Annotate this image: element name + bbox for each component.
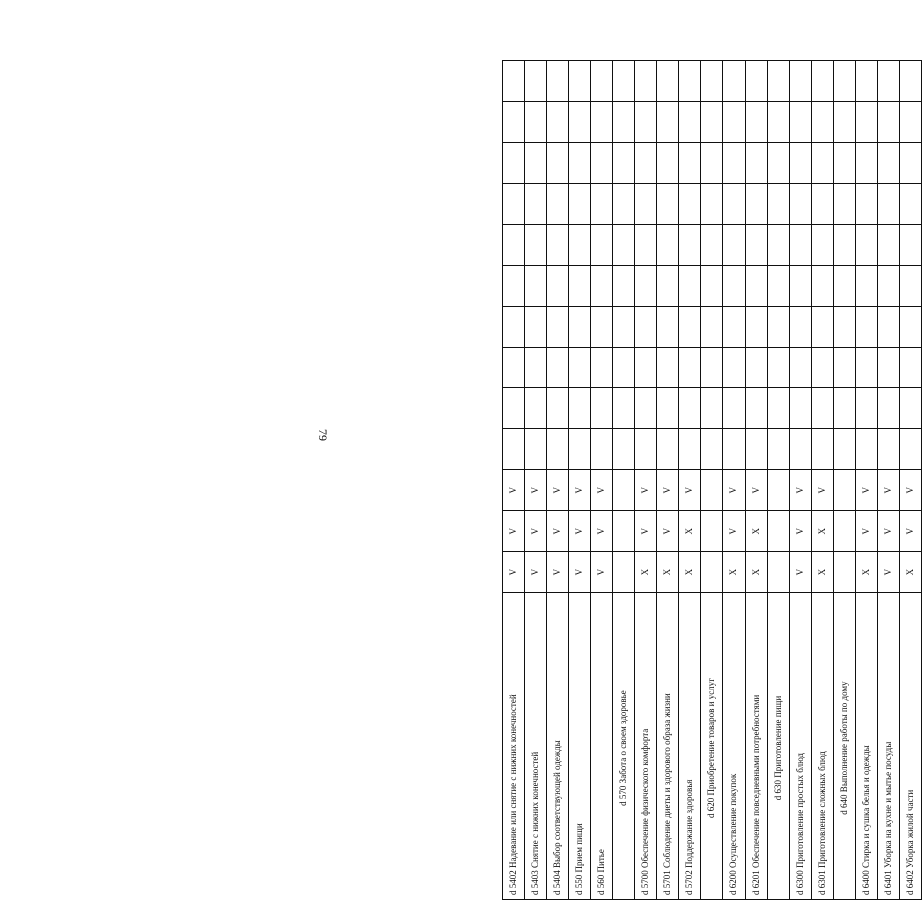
empty-cell (679, 142, 701, 183)
empty-cell (591, 429, 613, 470)
empty-cell (569, 347, 591, 388)
section-header-row (613, 61, 635, 900)
mark-cell: V (877, 511, 899, 552)
empty-cell (855, 102, 877, 143)
mark-cell: V (525, 470, 547, 511)
row-label: d 6402 Уборка жилой части (899, 593, 921, 900)
empty-cell (789, 306, 811, 347)
empty-cell (569, 224, 591, 265)
empty-cell (525, 306, 547, 347)
mark-cell: X (899, 552, 921, 593)
row-label: d 5701 Соблюдение диеты и здорового образа жизни (657, 593, 679, 900)
empty-cell (569, 102, 591, 143)
empty-cell (745, 102, 767, 143)
empty-cell (525, 388, 547, 429)
mark-cell: X (745, 552, 767, 593)
empty-cell (635, 102, 657, 143)
mark-cell: V (657, 470, 679, 511)
empty-cell (899, 388, 921, 429)
mark-cell: V (569, 470, 591, 511)
empty-cell (525, 265, 547, 306)
empty-cell (877, 429, 899, 470)
empty-cell (723, 429, 745, 470)
empty-cell (855, 183, 877, 224)
empty-cell (899, 224, 921, 265)
empty-cell (767, 142, 789, 183)
empty-cell (591, 102, 613, 143)
table-row (855, 61, 877, 900)
empty-cell (899, 265, 921, 306)
empty-cell (701, 347, 723, 388)
empty-cell (635, 347, 657, 388)
table-row (525, 61, 547, 900)
empty-cell (789, 429, 811, 470)
empty-cell (899, 183, 921, 224)
section-label: d 570 Забота о своем здоровье (613, 593, 635, 900)
empty-cell (701, 306, 723, 347)
empty-cell (833, 388, 855, 429)
mark-cell: V (503, 511, 525, 552)
section-header-row (833, 61, 855, 900)
empty-cell (877, 61, 899, 102)
empty-cell (745, 142, 767, 183)
mark-cell (701, 552, 723, 593)
empty-cell (877, 388, 899, 429)
table-row (899, 61, 921, 900)
empty-cell (855, 306, 877, 347)
table-row (547, 61, 569, 900)
row-label: d 6201 Обеспечение повседневными потребностями (745, 593, 767, 900)
table-body (503, 61, 922, 900)
empty-cell (635, 183, 657, 224)
table-row (503, 61, 525, 900)
empty-cell (503, 347, 525, 388)
empty-cell (503, 306, 525, 347)
section-label: d 630 Приготовление пищи (767, 593, 789, 900)
empty-cell (591, 306, 613, 347)
empty-cell (723, 306, 745, 347)
rotated-page (502, 60, 922, 900)
mark-cell (767, 552, 789, 593)
empty-cell (899, 306, 921, 347)
mark-cell: V (899, 470, 921, 511)
mark-cell (613, 511, 635, 552)
empty-cell (877, 224, 899, 265)
mark-cell: X (745, 511, 767, 552)
empty-cell (745, 306, 767, 347)
empty-cell (525, 142, 547, 183)
empty-cell (635, 224, 657, 265)
empty-cell (569, 306, 591, 347)
empty-cell (569, 142, 591, 183)
mark-cell (613, 552, 635, 593)
empty-cell (723, 102, 745, 143)
table-row (789, 61, 811, 900)
empty-cell (591, 142, 613, 183)
empty-cell (525, 429, 547, 470)
section-header-row (701, 61, 723, 900)
empty-cell (877, 142, 899, 183)
mark-cell: X (679, 511, 701, 552)
empty-cell (679, 183, 701, 224)
empty-cell (811, 265, 833, 306)
empty-cell (723, 265, 745, 306)
empty-cell (833, 142, 855, 183)
empty-cell (811, 142, 833, 183)
empty-cell (679, 265, 701, 306)
empty-cell (547, 102, 569, 143)
empty-cell (767, 102, 789, 143)
empty-cell (635, 388, 657, 429)
empty-cell (767, 183, 789, 224)
mark-cell: V (745, 470, 767, 511)
section-header-row (767, 61, 789, 900)
mark-cell: V (569, 511, 591, 552)
empty-cell (613, 347, 635, 388)
mark-cell: V (723, 511, 745, 552)
mark-cell: X (657, 552, 679, 593)
mark-cell: V (679, 470, 701, 511)
empty-cell (657, 102, 679, 143)
table-row (569, 61, 591, 900)
mark-cell: V (547, 511, 569, 552)
table-row (745, 61, 767, 900)
empty-cell (855, 142, 877, 183)
empty-cell (745, 347, 767, 388)
mark-cell: V (547, 470, 569, 511)
empty-cell (701, 142, 723, 183)
empty-cell (723, 224, 745, 265)
empty-cell (745, 265, 767, 306)
empty-cell (591, 347, 613, 388)
mark-cell: X (811, 552, 833, 593)
empty-cell (657, 224, 679, 265)
assessment-table (502, 60, 922, 900)
empty-cell (635, 306, 657, 347)
row-label: d 6301 Приготовление сложных блюд (811, 593, 833, 900)
empty-cell (899, 142, 921, 183)
empty-cell (811, 102, 833, 143)
mark-cell: V (503, 470, 525, 511)
empty-cell (525, 347, 547, 388)
empty-cell (701, 429, 723, 470)
empty-cell (657, 265, 679, 306)
empty-cell (855, 265, 877, 306)
empty-cell (679, 224, 701, 265)
mark-cell: V (899, 511, 921, 552)
mark-cell: V (877, 552, 899, 593)
empty-cell (503, 102, 525, 143)
empty-cell (877, 183, 899, 224)
empty-cell (833, 183, 855, 224)
empty-cell (613, 61, 635, 102)
empty-cell (547, 183, 569, 224)
empty-cell (723, 142, 745, 183)
row-label: d 550 Прием пищи (569, 593, 591, 900)
empty-cell (701, 102, 723, 143)
empty-cell (547, 142, 569, 183)
empty-cell (767, 347, 789, 388)
empty-cell (855, 61, 877, 102)
mark-cell: V (855, 470, 877, 511)
empty-cell (613, 183, 635, 224)
empty-cell (525, 224, 547, 265)
row-label: d 5403 Снятие с нижних конечностей (525, 593, 547, 900)
mark-cell: V (789, 552, 811, 593)
empty-cell (701, 265, 723, 306)
row-label: d 5404 Выбор соответствующей одежды (547, 593, 569, 900)
empty-cell (723, 61, 745, 102)
empty-cell (525, 183, 547, 224)
empty-cell (613, 388, 635, 429)
empty-cell (679, 429, 701, 470)
section-label: d 620 Приобретение товаров и услуг (701, 593, 723, 900)
mark-cell (767, 511, 789, 552)
row-label: d 5700 Обеспечение физического комфорта (635, 593, 657, 900)
empty-cell (833, 265, 855, 306)
empty-cell (503, 61, 525, 102)
empty-cell (547, 61, 569, 102)
empty-cell (811, 183, 833, 224)
empty-cell (503, 265, 525, 306)
row-label: d 560 Питье (591, 593, 613, 900)
empty-cell (613, 429, 635, 470)
empty-cell (679, 102, 701, 143)
empty-cell (745, 224, 767, 265)
empty-cell (503, 224, 525, 265)
row-label: d 6401 Уборка на кухне и мытье посуды (877, 593, 899, 900)
table-row (591, 61, 613, 900)
empty-cell (789, 347, 811, 388)
mark-cell: V (877, 470, 899, 511)
empty-cell (701, 388, 723, 429)
empty-cell (767, 388, 789, 429)
empty-cell (503, 183, 525, 224)
empty-cell (591, 183, 613, 224)
empty-cell (679, 347, 701, 388)
empty-cell (569, 61, 591, 102)
empty-cell (833, 347, 855, 388)
empty-cell (525, 61, 547, 102)
page-number: 79 (316, 429, 330, 441)
empty-cell (613, 102, 635, 143)
empty-cell (767, 224, 789, 265)
mark-cell (701, 470, 723, 511)
empty-cell (899, 429, 921, 470)
mark-cell: V (569, 552, 591, 593)
empty-cell (569, 183, 591, 224)
empty-cell (613, 306, 635, 347)
mark-cell (767, 470, 789, 511)
empty-cell (591, 61, 613, 102)
empty-cell (657, 347, 679, 388)
empty-cell (701, 183, 723, 224)
mark-cell: X (811, 511, 833, 552)
empty-cell (591, 265, 613, 306)
empty-cell (833, 61, 855, 102)
empty-cell (789, 388, 811, 429)
empty-cell (591, 388, 613, 429)
empty-cell (657, 388, 679, 429)
mark-cell: V (855, 511, 877, 552)
mark-cell: V (635, 511, 657, 552)
empty-cell (657, 306, 679, 347)
mark-cell: V (591, 552, 613, 593)
empty-cell (811, 306, 833, 347)
mark-cell: V (525, 552, 547, 593)
empty-cell (855, 347, 877, 388)
mark-cell: X (635, 552, 657, 593)
empty-cell (679, 388, 701, 429)
table-row (657, 61, 679, 900)
mark-cell (833, 511, 855, 552)
empty-cell (547, 265, 569, 306)
empty-cell (789, 183, 811, 224)
empty-cell (723, 183, 745, 224)
empty-cell (613, 224, 635, 265)
empty-cell (811, 61, 833, 102)
empty-cell (635, 61, 657, 102)
mark-cell: V (591, 470, 613, 511)
table-row (877, 61, 899, 900)
empty-cell (811, 429, 833, 470)
empty-cell (811, 347, 833, 388)
empty-cell (547, 388, 569, 429)
empty-cell (767, 429, 789, 470)
empty-cell (657, 183, 679, 224)
mark-cell: V (591, 511, 613, 552)
empty-cell (503, 142, 525, 183)
mark-cell (701, 511, 723, 552)
mark-cell: V (811, 470, 833, 511)
empty-cell (525, 102, 547, 143)
mark-cell: V (635, 470, 657, 511)
table-row (679, 61, 701, 900)
empty-cell (789, 224, 811, 265)
empty-cell (701, 61, 723, 102)
empty-cell (613, 142, 635, 183)
mark-cell (613, 470, 635, 511)
empty-cell (833, 429, 855, 470)
empty-cell (657, 429, 679, 470)
empty-cell (723, 347, 745, 388)
empty-cell (745, 429, 767, 470)
empty-cell (547, 347, 569, 388)
empty-cell (877, 102, 899, 143)
empty-cell (701, 224, 723, 265)
empty-cell (833, 306, 855, 347)
row-label: d 5402 Надевание или снятие с нижних конечностей (503, 593, 525, 900)
empty-cell (767, 265, 789, 306)
mark-cell: V (723, 470, 745, 511)
empty-cell (745, 388, 767, 429)
mark-cell (833, 470, 855, 511)
empty-cell (811, 388, 833, 429)
empty-cell (877, 347, 899, 388)
empty-cell (547, 306, 569, 347)
table-row (811, 61, 833, 900)
mark-cell: V (525, 511, 547, 552)
empty-cell (789, 142, 811, 183)
empty-cell (679, 61, 701, 102)
empty-cell (767, 306, 789, 347)
empty-cell (503, 388, 525, 429)
empty-cell (547, 224, 569, 265)
empty-cell (789, 265, 811, 306)
section-label: d 640 Выполнение работы по дому (833, 593, 855, 900)
empty-cell (855, 388, 877, 429)
empty-cell (657, 61, 679, 102)
empty-cell (657, 142, 679, 183)
empty-cell (789, 102, 811, 143)
empty-cell (855, 429, 877, 470)
mark-cell: X (855, 552, 877, 593)
empty-cell (745, 183, 767, 224)
empty-cell (833, 224, 855, 265)
empty-cell (855, 224, 877, 265)
mark-cell (833, 552, 855, 593)
empty-cell (569, 429, 591, 470)
empty-cell (899, 347, 921, 388)
empty-cell (745, 61, 767, 102)
empty-cell (569, 265, 591, 306)
mark-cell: V (503, 552, 525, 593)
mark-cell: V (547, 552, 569, 593)
empty-cell (569, 388, 591, 429)
empty-cell (613, 265, 635, 306)
empty-cell (635, 265, 657, 306)
empty-cell (503, 429, 525, 470)
empty-cell (635, 429, 657, 470)
empty-cell (547, 429, 569, 470)
empty-cell (767, 61, 789, 102)
empty-cell (635, 142, 657, 183)
mark-cell: X (723, 552, 745, 593)
empty-cell (591, 224, 613, 265)
empty-cell (899, 102, 921, 143)
table-row (723, 61, 745, 900)
mark-cell: V (789, 511, 811, 552)
empty-cell (789, 61, 811, 102)
empty-cell (899, 61, 921, 102)
table-row (635, 61, 657, 900)
empty-cell (811, 224, 833, 265)
mark-cell: X (679, 552, 701, 593)
row-label: d 5702 Поддержание здоровья (679, 593, 701, 900)
empty-cell (877, 306, 899, 347)
mark-cell: V (657, 511, 679, 552)
mark-cell: V (789, 470, 811, 511)
row-label: d 6400 Стирка и сушка белья и одежды (855, 593, 877, 900)
empty-cell (833, 102, 855, 143)
row-label: d 6200 Осуществление покупок (723, 593, 745, 900)
row-label: d 6300 Приготовление простых блюд (789, 593, 811, 900)
empty-cell (679, 306, 701, 347)
empty-cell (877, 265, 899, 306)
empty-cell (723, 388, 745, 429)
